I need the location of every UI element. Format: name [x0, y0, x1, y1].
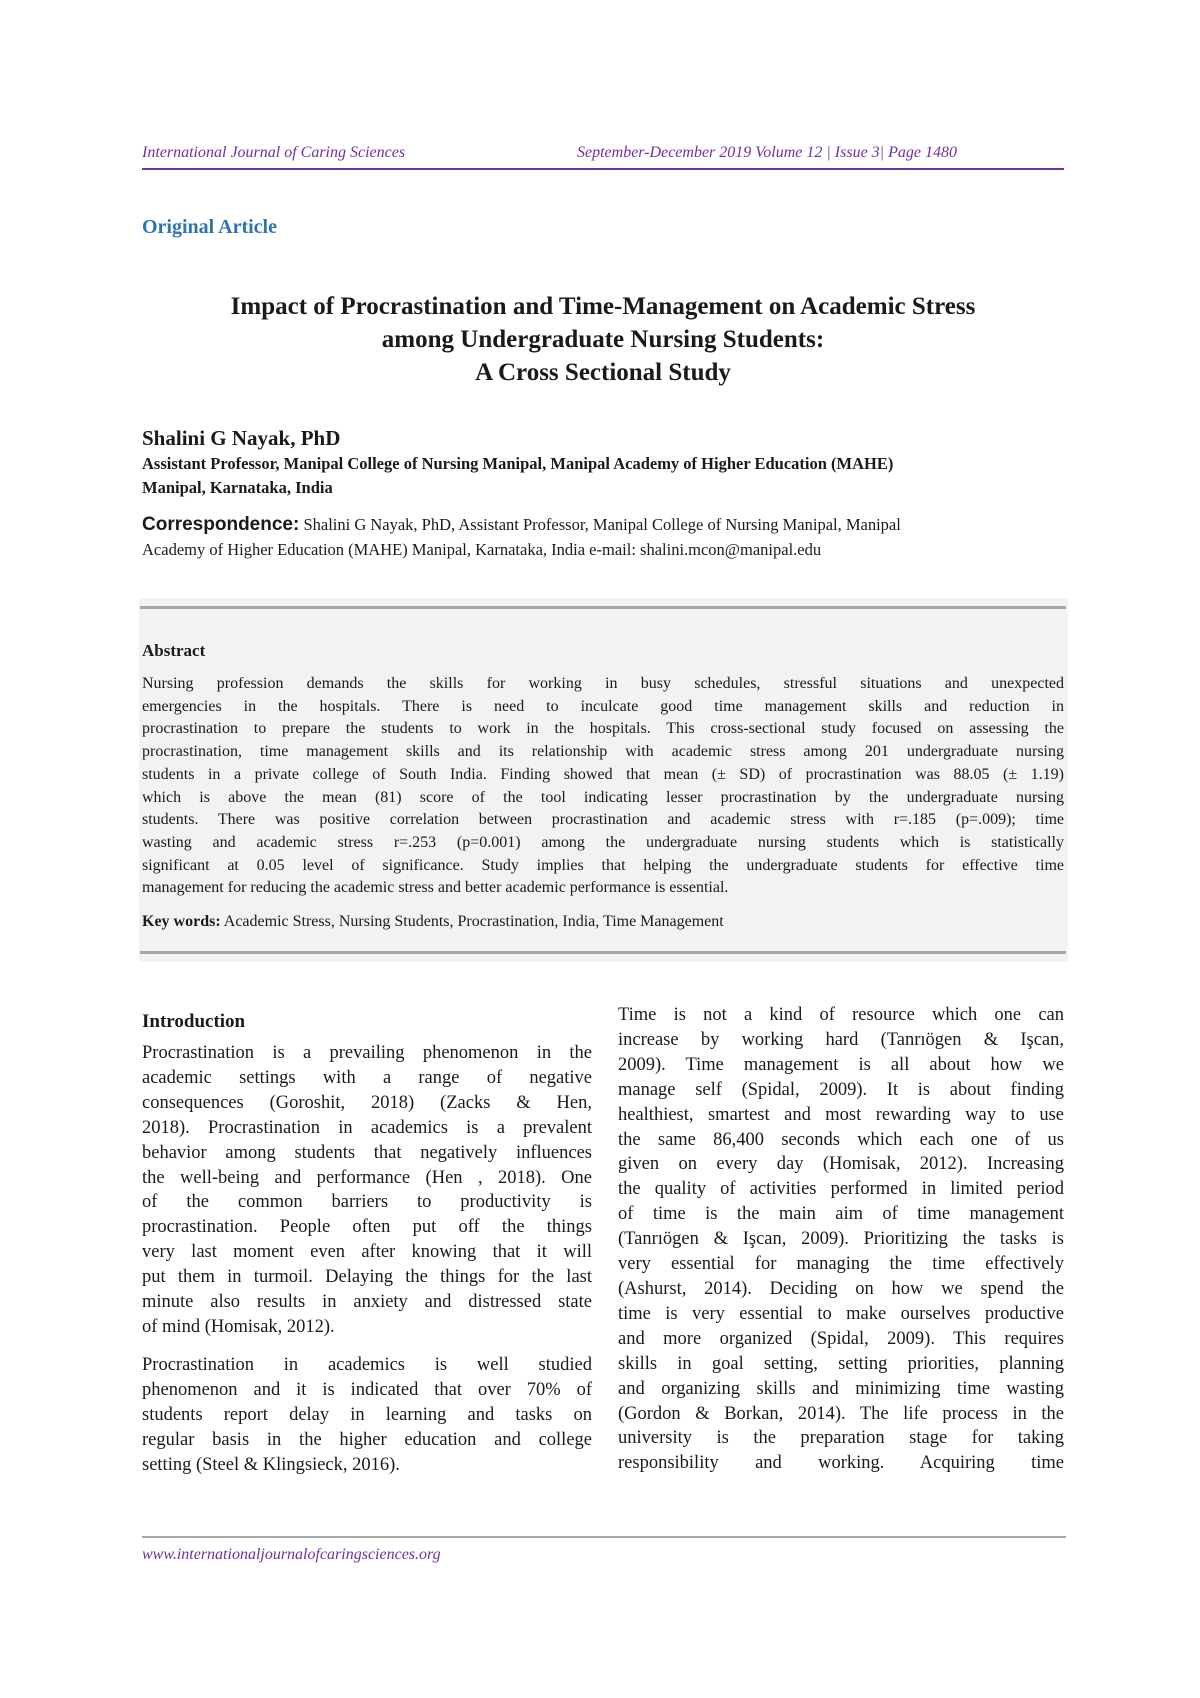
text-line: the quality of activities performed in limited period: [618, 1179, 1064, 1200]
text-line: minute also results in anxiety and distressed state: [142, 1292, 592, 1313]
text-line: and organizing skills and minimizing time wasting: [618, 1378, 1064, 1399]
text-line: (Ashurst, 2014). Deciding on how we spend the: [618, 1278, 1064, 1299]
text-line: skills in goal setting, setting priorities, planning: [618, 1353, 1064, 1374]
title-line: Impact of Procrastination and Time-Management on Academic Stress: [230, 293, 976, 320]
text-line: 2009). Time management is all about how we: [618, 1054, 1064, 1075]
title-line: A Cross Sectional Study: [475, 359, 731, 386]
abstract-line: wasting and academic stress r=.253 (p=0.001) among the undergraduate nursing students which is statistically: [142, 833, 1064, 851]
journal-name: International Journal of Caring Sciences: [142, 144, 406, 161]
text-line: regular basis in the higher education and college: [142, 1429, 592, 1450]
abstract-heading: Abstract: [142, 641, 206, 660]
abstract-bottom-rule: [140, 951, 1066, 954]
author-affiliation: [142, 452, 1064, 500]
running-header: [142, 144, 1064, 170]
text-line: healthiest, smartest and most rewarding way to use: [618, 1104, 1064, 1125]
text-line: (Tanrıögen & Işcan, 2009). Prioritizing the tasks is: [618, 1229, 1064, 1250]
text-line: very last moment even after knowing that it will: [142, 1242, 592, 1263]
abstract-text: [142, 673, 1064, 900]
correspondence-text: Shalini G Nayak, PhD, Assistant Professor, Manipal College of Nursing Manipal, Manipal: [299, 515, 901, 534]
affiliation-line: Assistant Professor, Manipal College of Nursing Manipal, Manipal Academy of Higher Education (MAHE): [142, 454, 894, 473]
text-line: the same 86,400 seconds which each one of us: [618, 1129, 1064, 1150]
text-line: university is the preparation stage for taking: [618, 1428, 1064, 1449]
issue-info: September-December 2019 Volume 12 | Issue 3| Page 1480: [577, 144, 957, 161]
text-line: the well-being and performance (Hen , 2018). One: [142, 1167, 592, 1188]
text-line: students report delay in learning and tasks on: [142, 1404, 592, 1425]
text-line: procrastination. People often put off the things: [142, 1217, 592, 1238]
text-line: manage self (Spidal, 2009). It is about finding: [618, 1079, 1064, 1100]
abstract-line: emergencies in the hospitals. There is need to inculcate good time management skills and reduction in: [142, 697, 1064, 715]
text-line: of time is the main aim of time management: [618, 1204, 1064, 1225]
text-line: increase by working hard (Tanrıögen & Işcan,: [618, 1029, 1064, 1050]
text-line: of the common barriers to productivity is: [142, 1192, 592, 1213]
intro-paragraph-1: [142, 1041, 592, 1340]
keywords: [142, 913, 724, 931]
abstract-line: students in a private college of South India. Finding showed that mean (± SD) of procrastination was 88.05 (± 1.19): [142, 765, 1064, 783]
intro-paragraph-2: [142, 1353, 592, 1478]
keywords-label: Key words:: [142, 913, 221, 930]
text-line: academic settings with a range of negative: [142, 1067, 592, 1088]
text-line: very essential for managing the time effectively: [618, 1254, 1064, 1275]
text-line: of mind (Homisak, 2012).: [142, 1316, 335, 1337]
correspondence-label: Correspondence:: [142, 514, 300, 535]
abstract-line: students. There was positive correlation between procrastination and academic stress with r=.185 (p=.009); time: [142, 811, 1064, 829]
introduction-heading: Introduction: [142, 1011, 246, 1032]
article-title: [142, 290, 1064, 389]
text-line: phenomenon and it is indicated that over 70% of: [142, 1379, 592, 1400]
footer-url[interactable]: www.internationaljournalofcaringsciences.org: [142, 1546, 441, 1563]
text-line: behavior among students that negatively influences: [142, 1142, 592, 1163]
abstract-line: procrastination, time management skills and its relationship with academic stress among 201 undergraduate nursing: [142, 743, 1064, 761]
abstract-line: procrastination to prepare the students to work in the hospitals. This cross-sectional study focused on assessing the: [142, 720, 1064, 738]
abstract-line: significant at 0.05 level of significance. Study implies that helping the undergraduate students for effective time: [142, 856, 1064, 874]
text-line: consequences (Goroshit, 2018) (Zacks & Hen,: [142, 1092, 592, 1113]
intro-right-column: [618, 1003, 1064, 1476]
text-line: Procrastination in academics is well studied: [142, 1355, 592, 1375]
abstract-line: Nursing profession demands the skills for working in busy schedules, stressful situations and unexpected: [142, 675, 1064, 692]
abstract-top-rule: [140, 606, 1066, 609]
text-line: Time is not a kind of resource which one can: [618, 1005, 1064, 1025]
affiliation-line: Manipal, Karnataka, India: [142, 478, 333, 497]
abstract-line: management for reducing the academic stress and better academic performance is essential.: [142, 879, 729, 897]
text-line: and more organized (Spidal, 2009). This requires: [618, 1328, 1064, 1349]
text-line: responsibility and working. Acquiring time: [618, 1453, 1064, 1474]
correspondence-text: Academy of Higher Education (MAHE) Manipal, Karnataka, India e-mail: shalini.mcon@manipal.edu: [142, 540, 822, 559]
footer-rule: [142, 1536, 1066, 1538]
keywords-text: Academic Stress, Nursing Students, Procrastination, India, Time Management: [220, 913, 724, 930]
text-line: 2018). Procrastination in academics is a prevalent: [142, 1117, 592, 1138]
text-line: given on every day (Homisak, 2012). Increasing: [618, 1154, 1064, 1175]
text-line: Procrastination is a prevailing phenomenon in the: [142, 1043, 592, 1063]
text-line: put them in turmoil. Delaying the things for the last: [142, 1267, 592, 1288]
title-line: among Undergraduate Nursing Students:: [381, 326, 825, 353]
text-line: setting (Steel & Klingsieck, 2016).: [142, 1454, 400, 1475]
correspondence: [142, 512, 1064, 562]
article-type: Original Article: [142, 216, 277, 238]
abstract-line: which is above the mean (81) score of the tool indicating lesser procrastination by the undergraduate nursing: [142, 788, 1064, 806]
author-name: Shalini G Nayak, PhD: [142, 426, 341, 450]
text-line: time is very essential to make ourselves productive: [618, 1303, 1064, 1324]
text-line: (Gordon & Borkan, 2014). The life process in the: [618, 1403, 1064, 1424]
